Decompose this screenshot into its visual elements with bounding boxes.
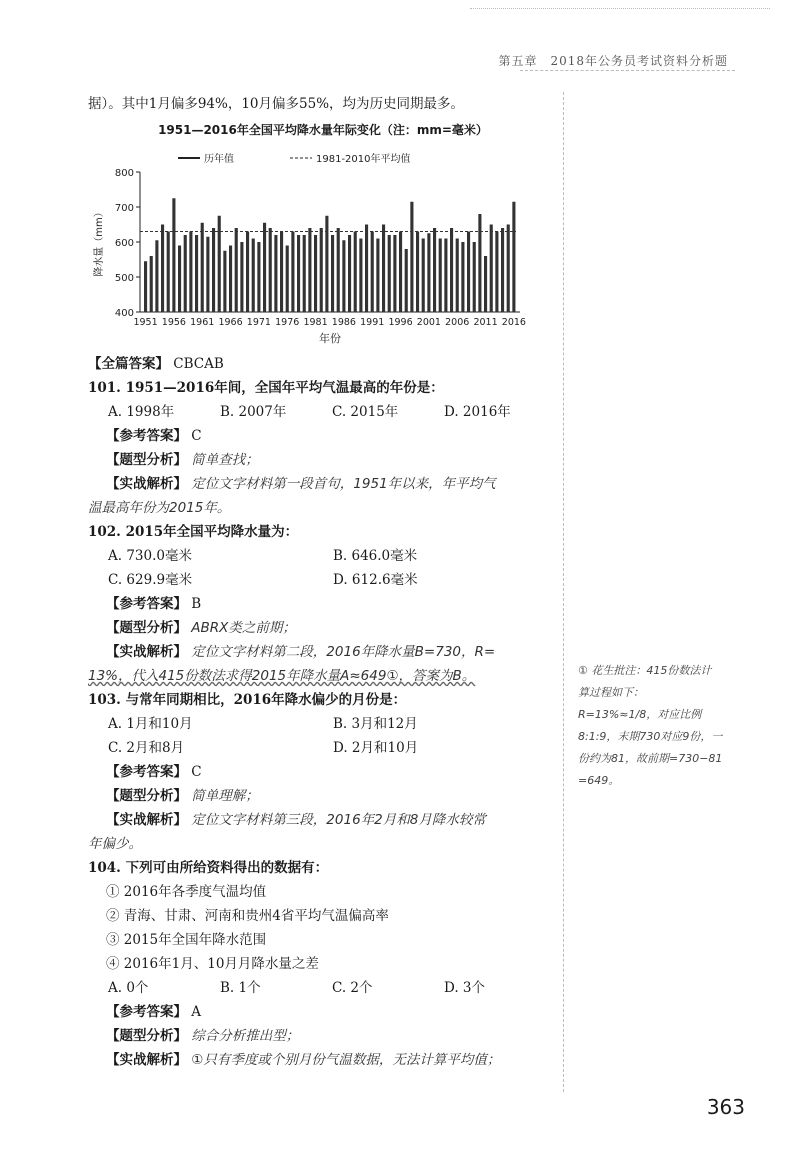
question-103-stem: 103. 与常年同期相比，2016年降水偏少的月份是： <box>88 692 407 708</box>
running-header: 第五章 2018年公务员考试资料分析题 <box>498 54 728 68</box>
x-tick-label: 1991 <box>360 317 385 328</box>
bar <box>229 246 232 313</box>
bar <box>201 223 204 312</box>
ref-answer-label: 【参考答案】 <box>106 1004 187 1020</box>
bar <box>297 235 300 312</box>
x-tick-label: 2006 <box>445 317 470 328</box>
bar <box>422 239 425 313</box>
bar <box>240 242 243 312</box>
ref-answer-label: 【参考答案】 <box>106 428 187 444</box>
option: B. 2007年 <box>220 404 287 420</box>
x-axis-label: 年份 <box>319 332 341 345</box>
bar <box>376 239 379 313</box>
x-tick-label: 1956 <box>161 317 186 328</box>
bar <box>495 232 498 313</box>
bar <box>456 239 459 313</box>
type-label: 【题型分析】 <box>106 788 187 804</box>
bar <box>189 232 192 313</box>
chart-svg <box>88 142 558 352</box>
bar <box>252 239 255 313</box>
bar <box>342 240 345 312</box>
margin-divider <box>563 92 564 1092</box>
statement-item: ② 青海、甘肃、河南和贵州4省平均气温偏高率 <box>106 908 389 924</box>
answers-value: CBCAB <box>173 356 224 372</box>
bar <box>484 256 487 312</box>
ref-answer-value: C <box>191 764 202 780</box>
bar <box>461 242 464 312</box>
bar <box>303 235 306 312</box>
ref-answer-label: 【参考答案】 <box>106 596 187 612</box>
option: A. 1998年 <box>108 404 175 420</box>
bar <box>235 228 238 312</box>
x-tick-label: 1981 <box>303 317 328 328</box>
bar <box>478 214 481 312</box>
y-tick-label: 400 <box>114 308 134 319</box>
x-tick-label: 1986 <box>331 317 356 328</box>
x-tick-label: 2011 <box>473 317 498 328</box>
margin-note-line: R=13%≈1/8，对应比例 <box>578 708 702 721</box>
option: D. 3个 <box>444 980 486 996</box>
question-102-options-row2 <box>88 568 558 592</box>
intro-text: 据）。其中1月偏多94%，10月偏多55%，均为历史同期最多。 <box>88 96 465 112</box>
x-tick-label: 1951 <box>133 317 158 328</box>
bar <box>433 228 436 312</box>
bar <box>473 242 476 312</box>
bar <box>427 233 430 312</box>
bar <box>212 228 215 312</box>
bar <box>371 232 374 313</box>
y-axis-label: 降水量（mm） <box>94 207 105 277</box>
solution-label: 【实战解析】 <box>106 644 187 660</box>
bar <box>410 202 413 312</box>
bar <box>467 232 470 313</box>
option: D. 612.6毫米 <box>333 572 418 588</box>
solution-text-cont: 13%，代入415份数法求得2015年降水量A≈649①，答案为B。 <box>88 668 476 684</box>
bar <box>354 232 357 313</box>
bar <box>405 249 408 312</box>
bar <box>320 228 323 312</box>
x-tick-label: 1996 <box>388 317 413 328</box>
option: A. 0个 <box>108 980 149 996</box>
bar <box>314 235 317 312</box>
bar <box>263 223 266 312</box>
type-label: 【题型分析】 <box>106 1028 187 1044</box>
bar <box>393 235 396 312</box>
bar <box>388 235 391 312</box>
solution-text-cont: 年偏少。 <box>88 836 142 852</box>
x-tick-label: 1961 <box>190 317 215 328</box>
bar <box>178 246 181 313</box>
bar <box>257 242 260 312</box>
question-101-stem: 101. 1951—2016年间，全国年平均气温最高的年份是： <box>88 380 444 396</box>
bar <box>325 216 328 312</box>
bar <box>291 232 294 313</box>
solution-label: 【实战解析】 <box>106 1052 187 1068</box>
question-102-stem: 102. 2015年全国平均降水量为： <box>88 524 299 540</box>
y-tick-label: 500 <box>114 273 134 284</box>
ref-answer-value: A <box>191 1004 202 1020</box>
bar <box>416 232 419 313</box>
bar <box>155 240 158 312</box>
bar <box>399 232 402 313</box>
bar <box>280 232 283 313</box>
option: A. 730.0毫米 <box>108 548 192 564</box>
bar <box>286 246 289 313</box>
margin-annotation <box>578 660 738 792</box>
solution-label: 【实战解析】 <box>106 812 187 828</box>
x-tick-label: 2001 <box>416 317 441 328</box>
bar <box>501 228 504 312</box>
bar <box>161 225 164 313</box>
statement-item: ① 2016年各季度气温均值 <box>106 884 267 900</box>
bar <box>246 232 249 313</box>
bar <box>365 225 368 313</box>
statement-item: ④ 2016年1月、10月月降水量之差 <box>106 956 319 972</box>
solution-text-cont: 温最高年份为2015年。 <box>88 500 231 516</box>
x-tick-label: 2016 <box>501 317 526 328</box>
bar <box>144 261 147 312</box>
option: B. 1个 <box>220 980 261 996</box>
legend-label: 1981-2010年平均值 <box>316 154 411 165</box>
answers-label: 【全篇答案】 <box>88 356 169 372</box>
option: C. 2015年 <box>332 404 399 420</box>
type-value: 简单理解； <box>191 788 259 804</box>
ref-answer-value: B <box>191 596 202 612</box>
statement-item: ③ 2015年全国年降水范围 <box>106 932 267 948</box>
bar <box>331 235 334 312</box>
solution-text: 定位文字材料第三段，2016年2月和8月降水较常 <box>191 812 486 828</box>
question-103-options-row2 <box>88 736 558 760</box>
ref-answer-value: C <box>191 428 202 444</box>
x-tick-label: 1971 <box>246 317 271 328</box>
page-number: 363 <box>706 1095 745 1119</box>
solution-text: ①只有季度或个别月份气温数据，无法计算平均值； <box>191 1052 501 1068</box>
bar <box>167 232 170 313</box>
margin-note-line: ① 花生批注：415份数法计 <box>578 664 712 677</box>
bar <box>439 239 442 313</box>
bar <box>150 256 153 312</box>
question-102-options-row1 <box>88 544 558 568</box>
bar <box>382 225 385 313</box>
option: A. 1月和10月 <box>108 716 193 732</box>
bar <box>206 237 209 312</box>
chart-title: 1951—2016年全国平均降水量年际变化（注：mm=毫米） <box>158 123 488 137</box>
bar <box>348 235 351 312</box>
option: C. 2个 <box>332 980 373 996</box>
bar <box>223 251 226 312</box>
option: B. 646.0毫米 <box>333 548 418 564</box>
margin-note-line: =649。 <box>578 774 620 787</box>
question-104-stem: 104. 下列可由所给资料得出的数据有： <box>88 860 329 876</box>
bar <box>490 225 493 313</box>
type-value: 综合分析推出型； <box>191 1028 300 1044</box>
bar <box>274 235 277 312</box>
y-tick-label: 600 <box>114 238 134 249</box>
option: C. 2月和8月 <box>108 740 185 756</box>
type-value: ABRX类之前期； <box>191 620 296 636</box>
question-104-options <box>88 976 558 1000</box>
precipitation-chart <box>88 142 558 352</box>
bar <box>337 228 340 312</box>
y-tick-label: 800 <box>114 168 134 179</box>
type-label: 【题型分析】 <box>106 452 187 468</box>
bar <box>444 239 447 313</box>
option: C. 629.9毫米 <box>108 572 193 588</box>
option: D. 2016年 <box>444 404 511 420</box>
solution-text: 定位文字材料第一段首句，1951年以来，年平均气 <box>191 476 496 492</box>
bar <box>512 202 515 312</box>
legend-label: 历年值 <box>204 154 234 165</box>
ref-answer-label: 【参考答案】 <box>106 764 187 780</box>
margin-note-line: 份约为81，故前期=730−81 <box>578 752 723 765</box>
bar <box>172 198 175 312</box>
bar <box>184 235 187 312</box>
bar <box>269 228 272 312</box>
margin-note-line: 算过程如下： <box>578 686 644 699</box>
margin-note-line: 8:1:9，末期730对应9份，一 <box>578 730 723 743</box>
bar <box>450 228 453 312</box>
bar <box>308 228 311 312</box>
bar <box>507 225 510 313</box>
x-tick-label: 1976 <box>275 317 300 328</box>
type-label: 【题型分析】 <box>106 620 187 636</box>
solution-text: 定位文字材料第二段，2016年降水量B=730，R= <box>191 644 496 660</box>
option: D. 2月和10月 <box>333 740 419 756</box>
question-101-options <box>88 400 558 424</box>
option: B. 3月和12月 <box>333 716 418 732</box>
x-tick-label: 1966 <box>218 317 243 328</box>
header-rule <box>520 70 735 71</box>
bar <box>218 216 221 312</box>
y-tick-label: 700 <box>114 203 134 214</box>
question-103-options-row1 <box>88 712 558 736</box>
type-value: 简单查找； <box>191 452 259 468</box>
main-column <box>88 92 558 1072</box>
header-dotted-rule <box>470 8 770 9</box>
solution-label: 【实战解析】 <box>106 476 187 492</box>
bar <box>195 235 198 312</box>
bar <box>359 239 362 313</box>
